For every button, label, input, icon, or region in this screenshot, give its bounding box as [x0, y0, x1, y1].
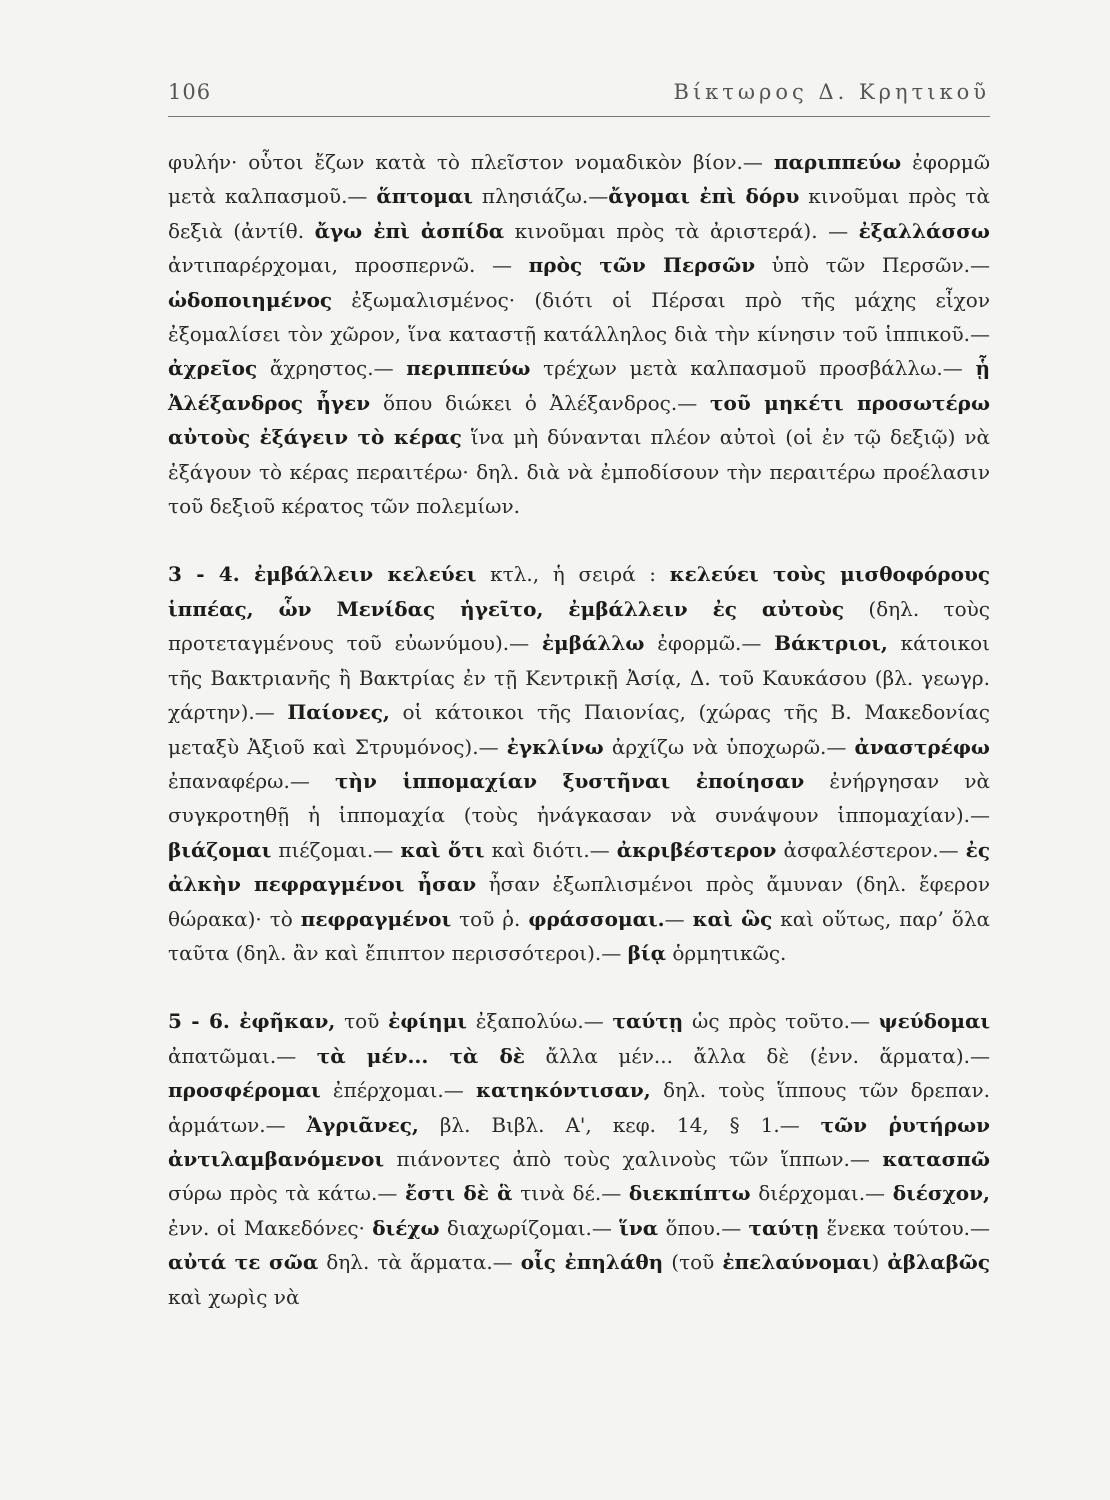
lemma-term: ἄγω ἐπὶ ἀσπίδα	[314, 218, 505, 243]
lemma-term: 3 - 4.	[168, 562, 254, 587]
lemma-term: ἄγομαι ἐπὶ δόρυ	[608, 184, 800, 209]
lemma-term: ἐπελαύνομαι	[722, 1250, 872, 1275]
gloss-text: διέρχομαι.—	[750, 1181, 893, 1206]
lemma-term: ταύτῃ	[748, 1215, 820, 1240]
paragraph-1	[168, 145, 990, 523]
gloss-text: πιάνοντες ἀπὸ τοὺς χαλινοὺς τῶν ἵππων.—	[384, 1146, 883, 1171]
gloss-text: ἐπέρχομαι.—	[320, 1078, 477, 1103]
lemma-term: παριππεύω	[773, 150, 902, 174]
lemma-term: ᾗ Ἀλέξανδρος ἦγεν	[168, 356, 990, 415]
lemma-term: βίᾳ	[627, 940, 666, 965]
gloss-text: ἵνα μὴ δύνανται πλέον αὐτοὶ (οἱ ἐν τῷ δεξιῷ) νὰ ἐξάγουν τὸ κέρας περαιτέρω· δηλ. διὰ νὰ ἐμποδίσουν τὴν περαιτέρω προέλασιν τοῦ δεξιοῦ κέρατος τῶν πολεμίων.	[168, 425, 990, 519]
lemma-term: βιάζομαι	[168, 837, 272, 862]
gloss-text: κινοῦμαι πρὸς τὰ ἀριστερά). —	[504, 218, 859, 243]
gloss-text: τοῦ	[335, 1009, 389, 1034]
lemma-term: τῶν ῥυτήρων ἀντιλαμβανόμενοι	[168, 1112, 991, 1171]
header-rule	[168, 116, 990, 117]
paragraph-2	[168, 557, 990, 970]
lemma-term: κελεύει τοὺς μισθοφόρους ἱππέας, ὧν Μενίδας ἡγεῖτο, ἐμβάλλειν ἐς αὐτοὺς	[168, 562, 990, 621]
gloss-text: δηλ. τὰ ἅρματα.—	[318, 1250, 521, 1275]
lemma-term: ἐς ἀλκὴν πεφραγμένοι ἦσαν	[168, 837, 991, 897]
gloss-text: κάτοικοι τῆς Βακτριανῆς ἢ Βακτρίας ἐν τῇ Κεντρικῇ Ἀσίᾳ, Δ. τοῦ Καυκάσου (βλ. γεωγρ. χάρτην).—	[168, 631, 990, 725]
lemma-term: Ἀγριᾶνες,	[306, 1112, 419, 1137]
gloss-text: ἀπατῶμαι.—	[168, 1043, 317, 1068]
lemma-term: ἐφίημι	[388, 1009, 467, 1034]
gloss-text: διαχωρίζομαι.—	[439, 1215, 620, 1240]
gloss-text: οἱ κάτοικοι τῆς Παιονίας, (χώρας τῆς Β. Μακεδονίας μεταξὺ Ἀξιοῦ καὶ Στρυμόνος).—	[168, 700, 990, 759]
page-header	[168, 80, 990, 114]
gloss-text: ὁρμητικῶς.	[665, 940, 787, 965]
gloss-text: ὑπὸ τῶν Περσῶν.—	[755, 253, 991, 278]
gloss-text: ἄχρηστος.—	[257, 356, 407, 381]
lemma-term: ὡδοποιημένος	[168, 287, 333, 312]
gloss-text: ἕνεκα τούτου.—	[819, 1215, 990, 1240]
lemma-term: ἐμβάλλω	[541, 631, 645, 656]
lemma-term: κατηκόντισαν,	[476, 1078, 651, 1103]
gloss-text: ἀρχίζω νὰ ὑποχωρῶ.—	[603, 734, 855, 759]
lemma-term: ἀχρεῖος	[168, 356, 258, 381]
gloss-text: δηλ. τοὺς ἵππους τῶν δρεπαν. ἁρμάτων.—	[168, 1078, 991, 1137]
lemma-term: κατασπῶ	[882, 1146, 990, 1171]
lemma-term: ἐμβάλλειν κελεύει	[253, 562, 477, 587]
lemma-term: ἐφῆκαν,	[239, 1009, 336, 1034]
lemma-term: φράσσομαι.	[528, 906, 665, 931]
gloss-text: πλησιάζω.—	[472, 184, 609, 209]
lemma-term: αὐτά τε σῶα	[168, 1250, 319, 1275]
paragraph-3	[168, 1004, 990, 1314]
gloss-text: ἦσαν ἐξωπλισμένοι πρὸς ἄμυναν (δηλ. ἔφερον θώρακα)· τὸ	[168, 872, 991, 931]
lemma-term: ἀκριβέστερον	[616, 837, 777, 862]
lemma-term: ἔστι δὲ ἃ	[405, 1181, 513, 1206]
lemma-term: διέσχον,	[892, 1181, 990, 1206]
gloss-text: πιέζομαι.—	[271, 837, 401, 862]
gloss-text: ὅπου διώκει ὁ Ἀλέξανδρος.—	[370, 390, 711, 415]
lemma-term: τὴν ἱππομαχίαν ξυστῆναι ἐποίησαν	[334, 768, 805, 793]
gloss-text: τρέχων μετὰ καλπασμοῦ προσβάλλω.—	[530, 356, 976, 381]
gloss-text: τινὰ δέ.—	[512, 1181, 629, 1206]
gloss-text: τοῦ ῥ.	[451, 906, 529, 931]
gloss-text: φυλήν· οὗτοι ἔζων κατὰ τὸ πλεῖστον νομαδικὸν βίον.—	[168, 150, 774, 174]
gloss-text: ἄλλα μέν... ἄλλα δὲ (ἐνν. ἅρματα).—	[524, 1043, 990, 1068]
gloss-text: ὅπου.—	[658, 1215, 749, 1240]
gloss-text: ἐφορμῶ μετὰ καλπασμοῦ.—	[168, 150, 991, 209]
gloss-text: (τοῦ	[663, 1250, 723, 1275]
gloss-text: κινοῦμαι πρὸς τὰ δεξιὰ (ἀντίθ.	[168, 184, 990, 243]
page-number: 106	[168, 80, 212, 104]
gloss-text: καὶ χωρὶς νὰ	[168, 1284, 300, 1309]
lemma-term: ψεύδομαι	[878, 1009, 991, 1034]
lemma-term: περιππεύω	[406, 356, 531, 381]
gloss-text: ἐπαναφέρω.—	[168, 768, 335, 793]
gloss-text: ἐνν. οἱ Μακεδόνες·	[168, 1215, 373, 1240]
gloss-text: (δηλ. τοὺς προτεταγμένους τοῦ εὐωνύμου).—	[168, 596, 990, 656]
gloss-text: ἐνήργησαν νὰ συγκροτηθῇ ἡ ἱππομαχία (τοὺς ἠνάγκασαν νὰ συνάψουν ἱππομαχίαν).—	[168, 768, 991, 828]
lemma-term: ἵνα	[619, 1215, 659, 1240]
lemma-term: ταύτῃ	[612, 1009, 684, 1034]
lemma-term: οἷς ἐπηλάθη	[520, 1250, 664, 1275]
lemma-term: ἀναστρέφω	[854, 734, 990, 759]
lemma-term: 5 - 6.	[168, 1009, 240, 1034]
lemma-term: καὶ ὣς	[692, 906, 773, 931]
gloss-text: ἐξαπολύω.—	[466, 1009, 613, 1034]
gloss-text: ἐφορμῶ.—	[644, 631, 775, 656]
lemma-term: ἀβλαβῶς	[887, 1250, 990, 1275]
gloss-text: ὡς πρὸς τοῦτο.—	[683, 1009, 879, 1034]
lemma-term: διεκπίπτω	[628, 1181, 751, 1206]
lemma-term: Βάκτριοι,	[774, 631, 888, 656]
gloss-text: —	[664, 906, 693, 931]
lemma-term: πεφραγμένοι	[300, 906, 452, 931]
gloss-text: σύρω πρὸς τὰ κάτω.—	[168, 1181, 406, 1206]
gloss-text: καὶ οὕτως, παρ’ ὅλα ταῦτα (δηλ. ἂν καὶ ἔπιπτον περισσότεροι).—	[168, 906, 991, 965]
lemma-term: ἐγκλίνω	[506, 734, 604, 759]
lemma-term: προσφέρομαι	[168, 1078, 321, 1103]
gloss-text: βλ. Βιβλ. Α', κεφ. 14, § 1.—	[418, 1112, 821, 1137]
gloss-text: κτλ., ἡ σειρά :	[476, 562, 670, 587]
lemma-term: τὰ μέν... τὰ δὲ	[316, 1043, 525, 1068]
gloss-text: ἀντιπαρέρχομαι, προσπερνῶ. —	[168, 253, 529, 278]
lemma-term: καὶ ὅτι	[400, 837, 485, 862]
gloss-text: ἐξωμαλισμένος· (διότι οἱ Πέρσαι πρὸ τῆς μάχης εἶχον ἐξομαλίσει τὸν χῶρον, ἵνα καταστῇ κατάλληλος διὰ τὴν κίνησιν τοῦ ἱππικοῦ.—	[168, 287, 990, 347]
gloss-text: )	[871, 1250, 888, 1275]
gloss-text: καὶ διότι.—	[484, 837, 617, 862]
lemma-term: ἅπτομαι	[376, 184, 473, 209]
page-body	[168, 145, 990, 1314]
running-head: Βίκτωρος Δ. Κρητικοῦ	[673, 80, 990, 104]
lemma-term: ἐξαλλάσσω	[858, 218, 990, 243]
lemma-term: τοῦ μηκέτι προσωτέρω αὐτοὺς ἐξάγειν τὸ κέρας	[168, 390, 990, 450]
lemma-term: πρὸς τῶν Περσῶν	[528, 253, 756, 278]
lemma-term: Παίονες,	[287, 700, 390, 725]
lemma-term: διέχω	[372, 1215, 440, 1240]
gloss-text: ἀσφαλέστερον.—	[776, 837, 966, 862]
